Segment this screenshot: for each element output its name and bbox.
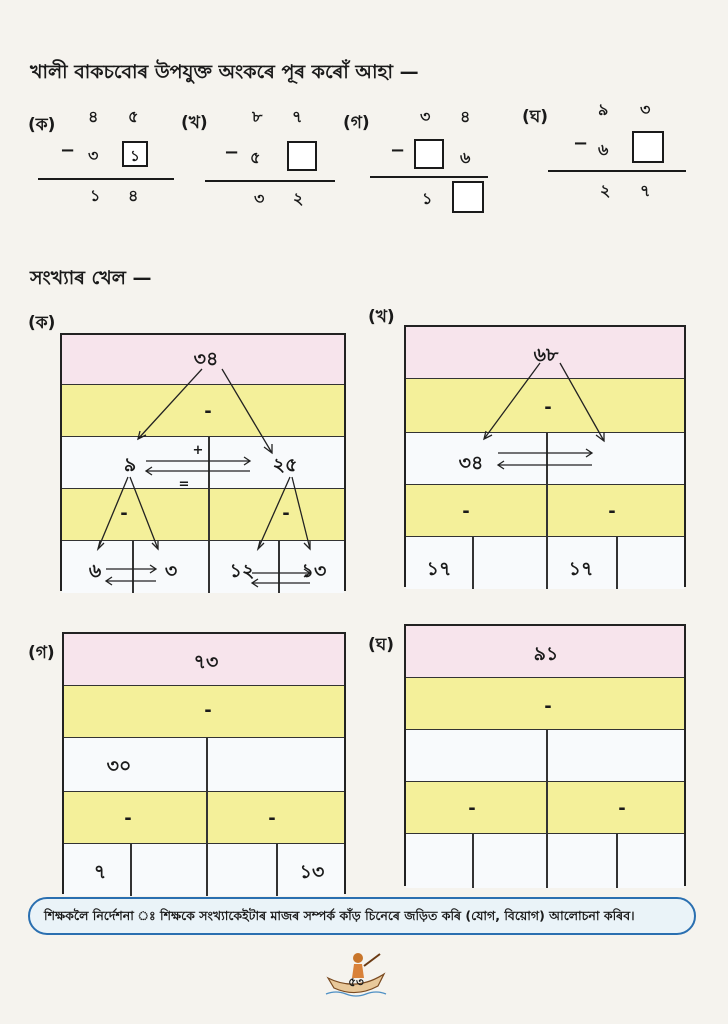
bottom-number: ১৭	[568, 558, 594, 580]
result-line	[38, 178, 174, 180]
answer-box[interactable]	[452, 181, 484, 213]
top-ones: ৫	[128, 107, 139, 126]
boat-illustration	[324, 948, 388, 998]
right-number: ২৫	[272, 454, 298, 476]
cell-divider	[276, 844, 278, 896]
bottom-number: ১৭	[426, 558, 452, 580]
res-tens: ২	[600, 181, 611, 200]
minus-op: -	[282, 503, 290, 524]
plus-op: +	[192, 443, 204, 458]
sub-tens: ৬	[598, 140, 609, 159]
top-number: ৩৪	[193, 348, 219, 370]
minus-sign: −	[573, 133, 589, 154]
middle-band	[406, 730, 684, 782]
result-line	[370, 176, 488, 178]
top-tens: ৪	[88, 107, 99, 126]
section1-heading: খালী বাকচবোৰ উপযুক্ত অংকৰে পূৰ কৰোঁ আহা —	[30, 61, 419, 83]
minus-op: -	[468, 798, 476, 819]
left-number: ৯	[123, 454, 137, 476]
top-ones: ৩	[640, 100, 651, 119]
problem-label: (ক)	[28, 115, 56, 135]
top-tens: ৯	[598, 100, 609, 119]
game-label-kha: (খ)	[368, 307, 395, 327]
center-divider	[206, 738, 208, 896]
sub-tens: ৩	[88, 146, 99, 165]
teacher-instruction-banner	[28, 897, 696, 935]
minus-sign: −	[224, 142, 240, 163]
result-line	[205, 180, 335, 182]
minus-op: -	[120, 503, 128, 524]
res-tens: ১	[422, 189, 433, 208]
instruction-text: শিক্ষকলৈ নির্দেশনা ঃ শিক্ষকে সংখ্যাকেইটাৰ মাজৰ সম্পৰ্ক কাঁড় চিনেৰে জড়িত কৰি (যোগ, বিয়োগ) আলোচনা কৰিব।	[44, 908, 635, 923]
answer-box[interactable]	[414, 139, 444, 169]
problem-label: (গ)	[343, 113, 370, 133]
game-label-gha: (ঘ)	[368, 635, 395, 655]
answer-box[interactable]	[632, 131, 664, 163]
minus-op: -	[124, 808, 132, 829]
section2-heading: সংখ্যাৰ খেল —	[30, 267, 152, 289]
bottom-band	[406, 834, 684, 888]
equals-op: =	[178, 477, 190, 492]
cell-divider	[472, 834, 474, 888]
top-ones: ৭	[292, 107, 303, 126]
left-number: ৩০	[106, 755, 132, 777]
res-ones: ৭	[640, 181, 651, 200]
minus-op: -	[544, 397, 552, 418]
bottom-number: ১৩	[299, 861, 325, 883]
center-divider	[546, 730, 548, 888]
game-label-ka: (ক)	[28, 313, 56, 333]
top-tens: ৮	[252, 107, 263, 126]
res-ones: ২	[293, 189, 304, 208]
top-number: ৭৩	[193, 651, 219, 673]
op-band	[64, 792, 344, 844]
top-number: ৬৮	[533, 344, 559, 366]
minus-sign: −	[60, 140, 76, 161]
problem-label: (ঘ)	[522, 107, 549, 127]
bottom-number: ৩	[164, 560, 178, 582]
sub-ones: ৬	[460, 148, 471, 167]
top-number: ৯১	[533, 643, 559, 665]
minus-op: -	[608, 501, 616, 522]
minus-sign: −	[390, 140, 406, 161]
bottom-number: ১৩	[301, 560, 327, 582]
op-band	[406, 782, 684, 834]
bottom-number: ৬	[88, 560, 102, 582]
sub-tens: ৫	[250, 148, 261, 167]
result-line	[548, 170, 686, 172]
bottom-number: ৭	[93, 861, 107, 883]
res-ones: ৪	[128, 186, 139, 205]
minus-op: -	[544, 696, 552, 717]
minus-op: -	[204, 700, 212, 721]
page-number: ৫৩	[348, 975, 364, 989]
res-tens: ৩	[254, 189, 265, 208]
bottom-number: ১২	[229, 560, 255, 582]
left-number: ৩৪	[458, 452, 484, 474]
cell-divider	[616, 834, 618, 888]
minus-op: -	[204, 401, 212, 422]
answer-box[interactable]	[287, 141, 317, 171]
game-kha	[404, 325, 686, 587]
cell-divider	[130, 844, 132, 896]
answer-box-filled[interactable]: ১	[122, 141, 148, 167]
game-label-ga: (গ)	[28, 643, 55, 663]
problem-label: (খ)	[181, 113, 208, 133]
res-tens: ১	[90, 186, 101, 205]
game-ga	[62, 632, 346, 894]
top-ones: ৪	[460, 107, 471, 126]
game-ka	[60, 333, 346, 591]
game-gha	[404, 624, 686, 886]
top-tens: ৩	[420, 107, 431, 126]
minus-op: -	[618, 798, 626, 819]
minus-op: -	[462, 501, 470, 522]
minus-op: -	[268, 808, 276, 829]
